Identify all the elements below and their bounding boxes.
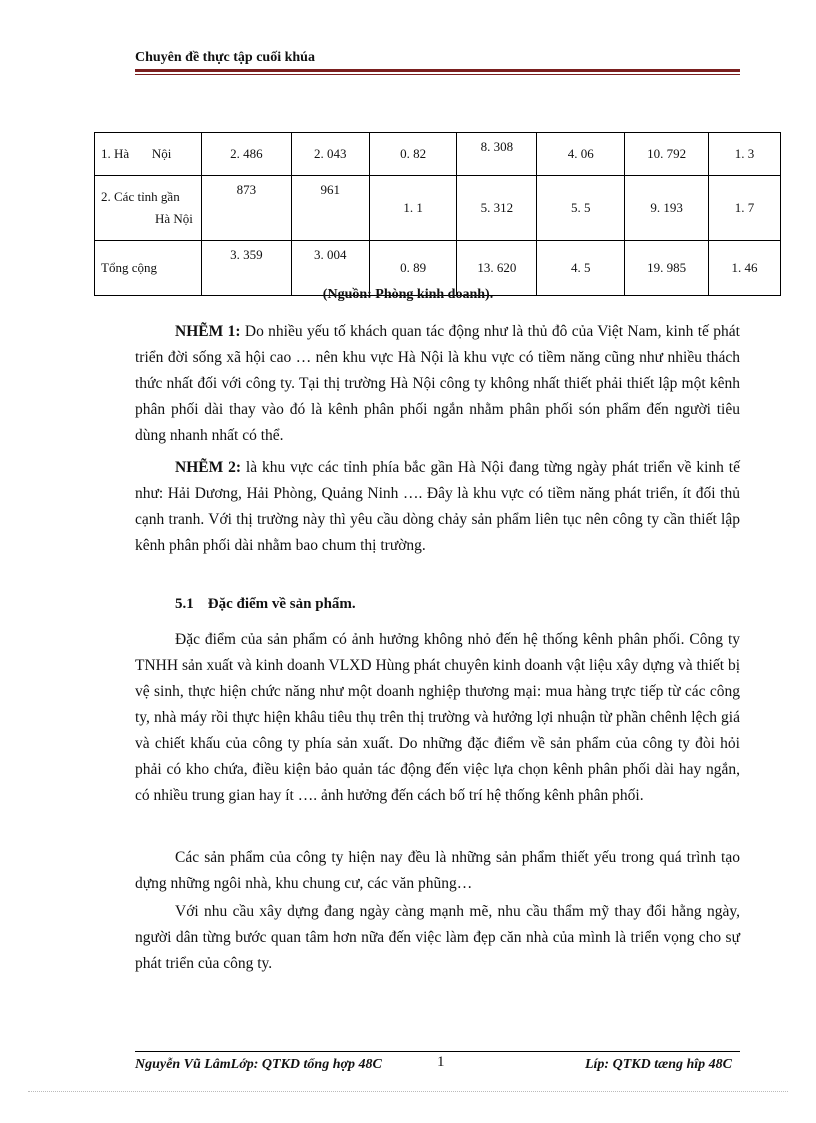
- footer-author: Nguyễn Vũ LâmLớp: QTKD tổng hợp 48C: [135, 1057, 382, 1072]
- table-cell: 4. 06: [537, 133, 625, 176]
- table-source-note: (Nguồn: Phòng kinh doanh).: [322, 287, 494, 302]
- table-cell: 8. 308: [457, 133, 537, 176]
- page-bottom-divider: [28, 1091, 788, 1092]
- table-cell: 1. 3: [709, 133, 781, 176]
- paragraph-group-4: [135, 845, 740, 897]
- row-label: 1. Hà Nội: [95, 133, 202, 176]
- section-title: Đặc điểm về sản phẩm.: [207, 596, 356, 612]
- row-label-line-1: 2. Các tỉnh gần: [101, 189, 180, 204]
- table-cell: 5. 312: [457, 176, 537, 241]
- paragraph-text: Do nhiều yếu tố khách quan tác động như là thủ đô của Việt Nam, kinh tế phát triển đời sống xã hội cao … nên khu vực Hà Nội là khu vực có tiềm năng cũng như nhiều thách thức nhất đối với công ty. Tại thị trường Hà Nội công ty không nhất thiết phải thiết lập một kênh phân phối dài thay vào đó là kênh phân phối ngắn nhằm phân phối són phẩm đến người tiêu dùng nhanh nhất có thể.: [135, 323, 740, 444]
- paragraph-group-3: [135, 627, 740, 809]
- section-heading: [175, 596, 356, 613]
- paragraph-lead: NHẼM 1:: [175, 323, 241, 340]
- page-number: 1: [437, 1054, 445, 1070]
- header-rule-thick: [135, 69, 740, 72]
- paragraph-group-2: [135, 455, 740, 559]
- paragraph-nhem-2: [135, 455, 740, 559]
- header-rule-thin: [135, 74, 740, 75]
- table-cell: 10. 792: [625, 133, 709, 176]
- paragraph-group-1: [135, 319, 740, 449]
- paragraph-product-traits: Đặc điểm của sản phẩm có ảnh hưởng không nhỏ đến hệ thống kênh phân phối. Công ty TNHH sản xuất và kinh doanh VLXD Hùng phát chuyên kinh doanh vật liệu xây dựng và thiết bị vệ sinh, thực hiện chức năng như một doanh nghiệp thương mại: mua hàng trực tiếp từ các công ty, nhà máy rồi thực hiện khâu tiêu thụ trên thị trường và hưởng lợi nhuận từ phần chênh lệch giá và chiết khấu của công ty phía sản xuất. Do những đặc điểm về sản phẩm của công ty đòi hỏi phải có kho chứa, điều kiện bảo quản tác động đến việc lựa chọn kênh phân phối dài hay ngắn, có nhiều trung gian hay ít …. ảnh hưởng đến cách bố trí hệ thống kênh phân phối.: [135, 631, 740, 804]
- footer-rule: [135, 1051, 740, 1052]
- section-number: 5.1: [175, 596, 194, 612]
- paragraph-text: là khu vực các tỉnh phía bắc gần Hà Nội đang từng ngày phát triển về kinh tế như: Hải Dương, Hải Phòng, Quảng Ninh …. Đây là khu vực có tiềm năng phát triển, ít đối thủ cạnh tranh. Với thị trường này thì yêu cầu dòng chảy sản phẩm liên tục nên công ty cần thiết lập kênh phân phối dài nhằm bao chum thị trường.: [135, 459, 740, 554]
- row-label: Tổng cộng: [95, 241, 202, 296]
- footer-class: Líp: QTKD tæng hîp 48C: [584, 1057, 732, 1072]
- page-footer: [135, 1054, 740, 1079]
- table-cell: 13. 620: [457, 241, 537, 296]
- table-cell: 961: [291, 176, 369, 241]
- paragraph-products: Các sản phẩm của công ty hiện nay đều là những sản phẩm thiết yếu trong quá trình tạo dựng những ngôi nhà, khu chung cư, các văn phũng…: [135, 849, 740, 892]
- table-cell: 2. 043: [291, 133, 369, 176]
- paragraph-lead: NHẼM 2:: [175, 459, 242, 476]
- row-label: [95, 176, 202, 241]
- table-cell: 9. 193: [625, 176, 709, 241]
- page-header-title: Chuyên đề thực tập cuối khúa: [135, 50, 315, 65]
- table-cell: 1. 46: [709, 241, 781, 296]
- table-cell: 3. 359: [201, 241, 291, 296]
- table-cell: 3. 004: [291, 241, 369, 296]
- table-cell: 5. 5: [537, 176, 625, 241]
- table-cell: 0. 82: [369, 133, 457, 176]
- table-cell: 19. 985: [625, 241, 709, 296]
- paragraph-outlook: Với nhu cầu xây dựng đang ngày càng mạnh mẽ, nhu cầu thẩm mỹ thay đổi hằng ngày, người dân từng bước quan tâm hơn nữa đến việc làm đẹp căn nhà của mình là triển vọng cho sự phát triển của công ty.: [135, 903, 740, 972]
- row-label-line-2: Hà Nội: [155, 211, 193, 226]
- paragraph-nhem-1: [135, 319, 740, 449]
- table-cell: 873: [201, 176, 291, 241]
- table-row: [95, 133, 781, 176]
- table-cell: 2. 486: [201, 133, 291, 176]
- table-cell: 0. 89: [369, 241, 457, 296]
- table-cell: 1. 7: [709, 176, 781, 241]
- table-row: [95, 176, 781, 241]
- table-cell: 4. 5: [537, 241, 625, 296]
- table-cell: 1. 1: [369, 176, 457, 241]
- paragraph-group-5: [135, 899, 740, 977]
- data-table: [94, 132, 781, 296]
